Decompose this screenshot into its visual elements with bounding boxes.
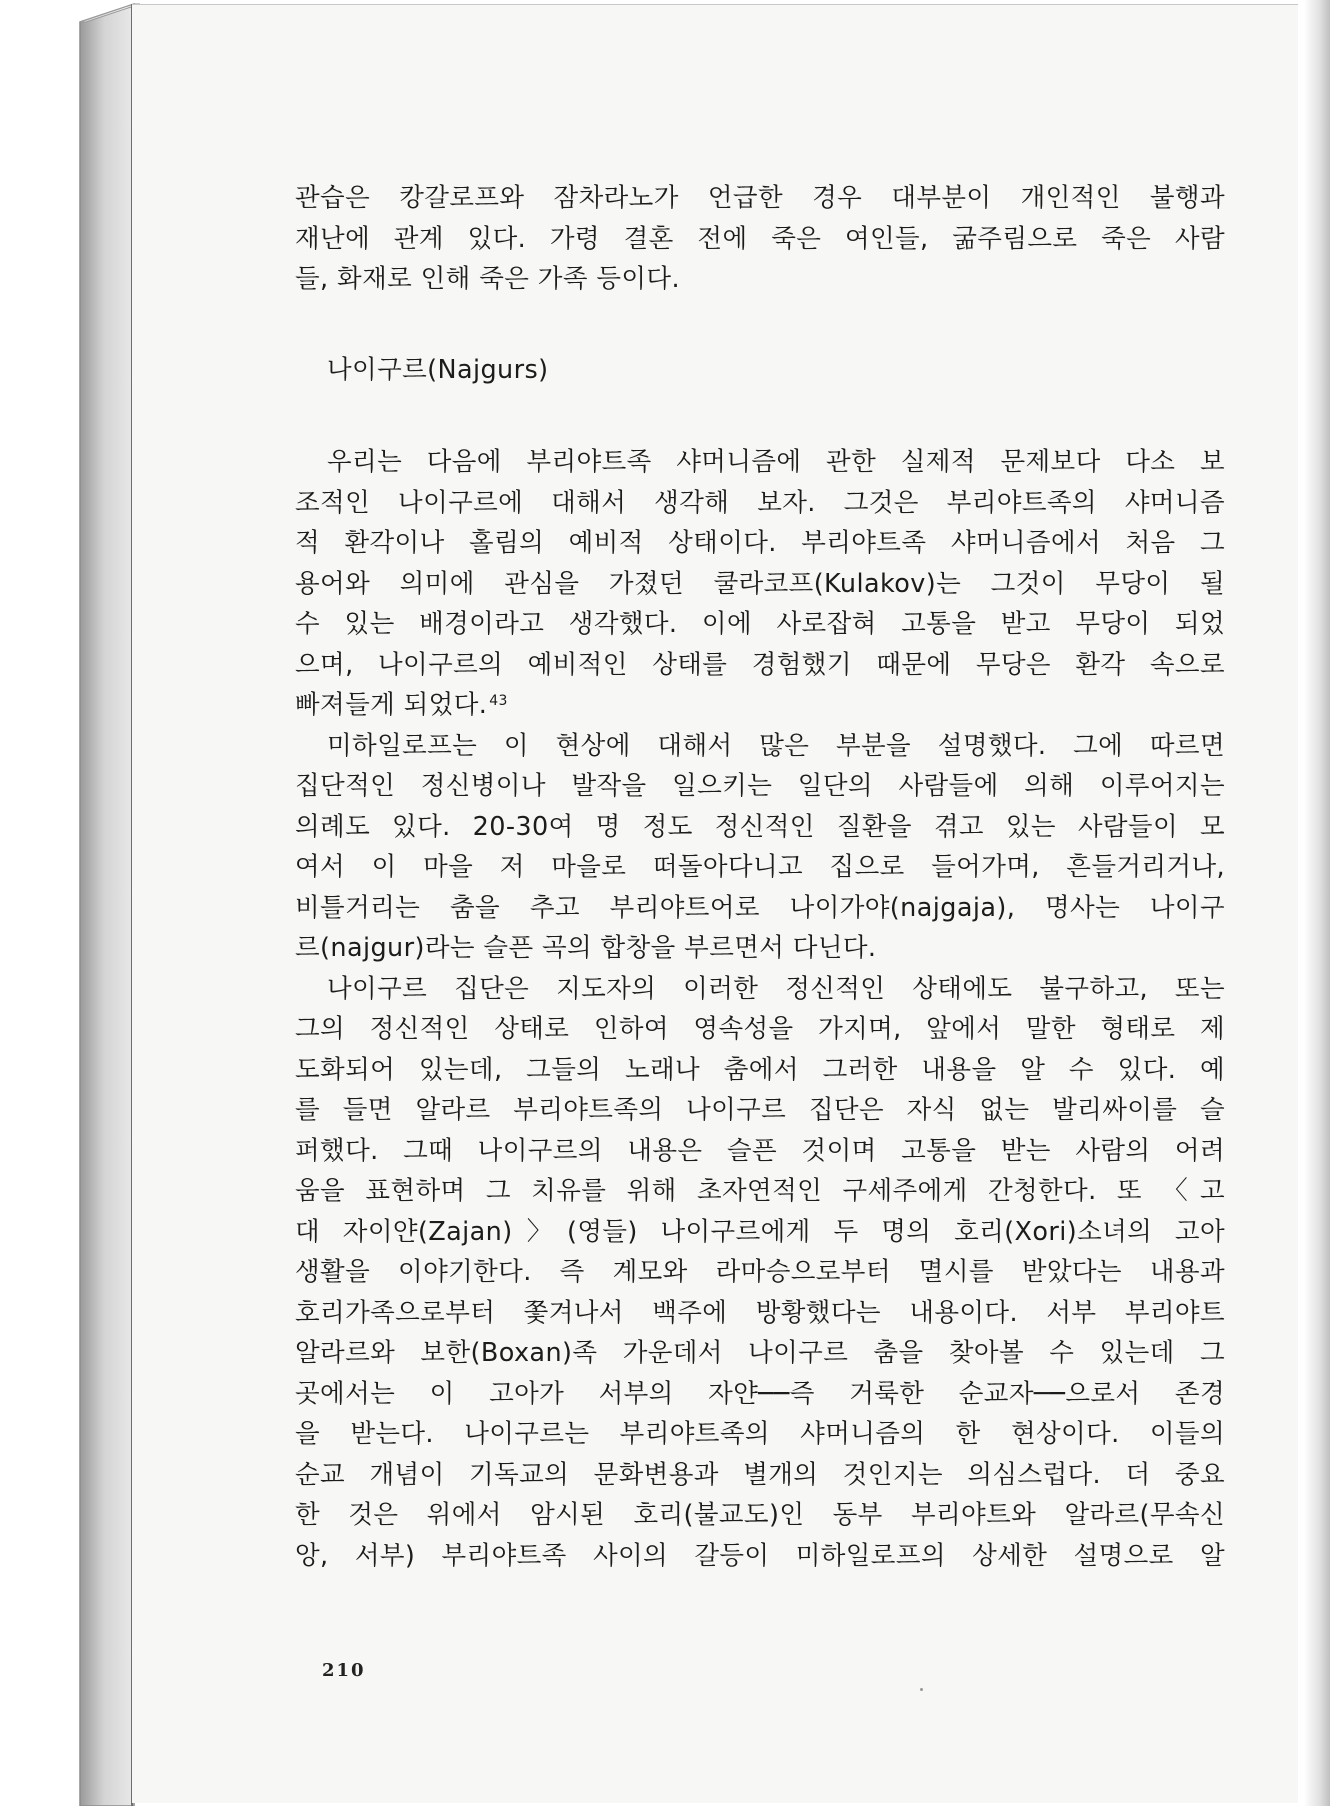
text-line: 을 받는다. 나이구르는 부리야트족의 샤머니즘의 한 현상이다. 이들의: [295, 1419, 1225, 1449]
text-line: 관습은 캉갈로프와 잠차라노가 언급한 경우 대부분이 개인적인 불행과: [295, 183, 1225, 213]
text-line: 우리는 다음에 부리야트족 샤머니즘에 관한 실제적 문제보다 다소 보: [327, 447, 1225, 477]
text-line: 곳에서는 이 고아가 서부의 자얀──즉 거룩한 순교자──으로서 존경: [295, 1378, 1225, 1409]
text-line: 그의 정신적인 상태로 인하여 영속성을 가지며, 앞에서 말한 형태로 제: [295, 1014, 1225, 1044]
text-line: 르(najgur)라는 슬픈 곡의 합창을 부르면서 다닌다.: [295, 933, 877, 963]
text-line: 의례도 있다. 20-30여 명 정도 정신적인 질환을 겪고 있는 사람들이 모: [295, 811, 1225, 842]
text-line: 생활을 이야기한다. 즉 계모와 라마승으로부터 멸시를 받았다는 내용과: [295, 1257, 1225, 1287]
text-line: 으며, 나이구르의 예비적인 상태를 경험했기 때문에 무당은 환각 속으로: [295, 649, 1225, 680]
page-body-text: [295, 178, 1225, 1576]
text-line: 움을 표현하며 그 치유를 위해 초자연적인 구세주에게 간청한다. 또 〈고: [295, 1176, 1225, 1206]
text-line: 재난에 관계 있다. 가령 결혼 전에 죽은 여인들, 굶주림으로 죽은 사람: [295, 223, 1225, 254]
text-line: 빠져들게 되었다.: [295, 690, 488, 720]
text-line: 호리가족으로부터 쫓겨나서 백주에 방황했다는 내용이다. 서부 부리야트: [295, 1297, 1225, 1328]
text-line: 조적인 나이구르에 대해서 생각해 보자. 그것은 부리야트족의 샤머니즘: [295, 487, 1225, 518]
text-line: 나이구르 집단은 지도자의 이러한 정신적인 상태에도 불구하고, 또는: [327, 973, 1225, 1004]
text-line: 도화되어 있는데, 그들의 노래나 춤에서 그러한 내용을 알 수 있다. 예: [295, 1054, 1225, 1085]
text-line: 들, 화재로 인해 죽은 가족 등이다.: [295, 264, 680, 294]
text-line: 퍼했다. 그때 나이구르의 내용은 슬픈 것이며 고통을 받는 사람의 어려: [295, 1135, 1225, 1166]
text-line: 한 것은 위에서 암시된 호리(불교도)인 동부 부리야트와 알라르(무속신: [295, 1500, 1225, 1530]
text-line: 대 자이얀(Zajan)〉(영들) 나이구르에게 두 명의 호리(Xori)소녀의 고아: [295, 1216, 1225, 1247]
text-line-with-footnote: [295, 685, 1225, 726]
section-heading: 나이구르(Najgurs): [327, 354, 549, 385]
page-number: 210: [322, 1660, 366, 1681]
text-line: 여서 이 마을 저 마을로 떠돌아다니고 집으로 들어가며, 흔들거리거나,: [295, 852, 1225, 882]
text-line: 순교 개념이 기독교의 문화변용과 별개의 것인지는 의심스럽다. 더 중요: [295, 1459, 1225, 1490]
text-line: 집단적인 정신병이나 발작을 일으키는 일단의 사람들에 의해 이루어지는: [295, 771, 1225, 801]
text-line: 수 있는 배경이라고 생각했다. 이에 사로잡혀 고통을 받고 무당이 되었: [295, 609, 1225, 639]
text-line: 적 환각이나 홀림의 예비적 상태이다. 부리야트족 샤머니즘에서 처음 그: [295, 528, 1225, 558]
text-line: 알라르와 보한(Boxan)족 가운데서 나이구르 춤을 찾아볼 수 있는데 그: [295, 1338, 1225, 1368]
text-line: 앙, 서부) 부리야트족 사이의 갈등이 미하일로프의 상세한 설명으로 알: [295, 1540, 1225, 1571]
text-line: 를 들면 알라르 부리야트족의 나이구르 집단은 자식 없는 발리싸이를 슬: [295, 1095, 1225, 1125]
text-line: 미하일로프는 이 현상에 대해서 많은 부분을 설명했다. 그에 따르면: [327, 730, 1225, 761]
page-shadow: [1304, 0, 1330, 1806]
scan-speck: [920, 1688, 923, 1691]
footnote-marker: 43: [489, 693, 508, 709]
text-line: 비틀거리는 춤을 추고 부리야트어로 나이가야(najgaja), 명사는 나이구: [295, 892, 1225, 923]
text-line: 용어와 의미에 관심을 가졌던 쿨라코프(Kulakov)는 그것이 무당이 될: [295, 568, 1225, 599]
